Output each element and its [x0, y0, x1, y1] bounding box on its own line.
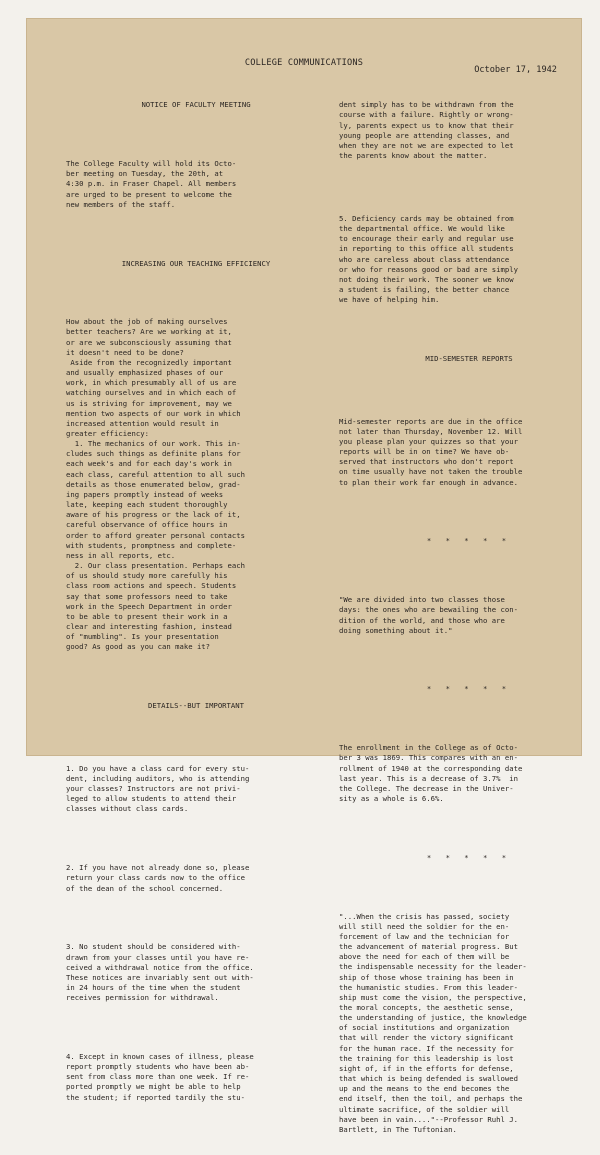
- separator-stars: * * * * *: [426, 536, 512, 546]
- document-page: [26, 18, 582, 1134]
- quote-bartlett: "...When the crisis has passed, society will still need the soldier for the en- forcement of law and the technician for the advancement of material progress. But above the need for each of them will be the indispensable necessity for the leader- ship of those whose training has been in the humanistic studies. From this leader- ship must come the vision, the perspective, the moral concepts, the aesthetic sense, the understanding of justice, the knowledge of social institutions and organization that will render the victory significant for the human race. If the necessity for the training for this leadership is lost sight of, if in the efforts for defense, that which is being defended is swallowed up and the means to the end becomes the end itself, then the toil, and perhaps the ultimate sacrifice, of the soldier will have been in vain...."--Professor Ruhl J. Bartlett, in The Tuftonian.: [339, 911, 527, 1134]
- left-column: [66, 80, 326, 1123]
- masthead-title: COLLEGE COMMUNICATIONS: [244, 58, 364, 68]
- heading-details: DETAILS--BUT IMPORTANT: [147, 701, 245, 711]
- heading-mid-semester: MID-SEMESTER REPORTS: [425, 353, 513, 363]
- paragraph-detail-4: 4. Except in known cases of illness, please report promptly students who have been ab- sent from class more than one week. If re- ported promptly we might be able to help the student; if reported tardily the stu-: [66, 1051, 254, 1102]
- issue-date: October 17, 1942: [474, 65, 557, 75]
- paragraph-mid-semester: Mid-semester reports are due in the office not later than Thursday, November 12. Will you please plan your quizzes so that your reports will be in on time? We have ob- served that instructors who don't report on time usually have not taken the trouble to plan their work far enough in advance.: [339, 416, 523, 487]
- heading-teaching-efficiency: INCREASING OUR TEACHING EFFICIENCY: [121, 258, 271, 268]
- paragraph-detail-3: 3. No student should be considered with- drawn from your classes until you have re- ceived a withdrawal notice from the office. These notices are invariably sent out with- in 24 hours of the time when the student receives permission for withdrawal.: [66, 942, 254, 1003]
- paragraph-faculty-meeting: The College Faculty will hold its Octo- ber meeting on Tuesday, the 20th, at 4:30 p.m. in Fraser Chapel. All members are urged to be present to welcome the new members of the staff.: [66, 159, 237, 209]
- right-column: [339, 80, 599, 1155]
- separator-stars: * * * * *: [426, 852, 512, 862]
- quote-two-classes: "We are divided into two classes those days: the ones who are bewailing the con- dition of the world, and those who are doing something about it.": [339, 595, 518, 635]
- paragraph-teaching-efficiency: How about the job of making ourselves better teachers? Are we working at it, or are we subconsciously assuming that it doesn't need to be done? Aside from the recognizedly important and usually emphasized phases of our work, in which presumably all of us are watching ourselves and in which each of us is striving for improvement, may we mention two aspects of our work in which increased attention would result in greater efficiency: 1. The mechanics of our work. This in- cludes such things as definite plans for each week's and for each day's work in each class, careful attention to all such details as those enumerated below, grad- ing papers promptly instead of weeks late, keeping each student thoroughly aware of his progress or the lack of it, careful observance of office hours in order to afford greater personal contacts with students, promptness and complete- ness in all reports, etc. 2. Our class presentation. Perhaps each of us should study more carefully his class room actions and speech. Students say that some professors need to take work in the Speech Department in order to be able to present their work in a clear and interesting fashion, instead of "mumbling". Is your presentation good? As good as you can make it?: [66, 317, 245, 652]
- heading-faculty-meeting: NOTICE OF FACULTY MEETING: [141, 100, 251, 110]
- separator-stars: * * * * *: [426, 684, 512, 694]
- paragraph-detail-2: 2. If you have not already done so, please return your class cards now to the office of the dean of the school concerned.: [66, 863, 250, 893]
- paragraph-detail-4-continued: dent simply has to be withdrawn from the course with a failure. Rightly or wrong- ly, parents expect us to know that their young people are attending classes, and when they are not we are expected to let the parents know about the matter.: [339, 100, 514, 161]
- paragraph-detail-5: 5. Deficiency cards may be obtained from the departmental office. We would like to encourage their early and regular use in reporting to this office all students who are careless about class attendance or who for reasons good or bad are simply not doing their work. The sooner we know a student is failing, the better chance we have of helping him.: [339, 213, 518, 305]
- paragraph-enrollment: The enrollment in the College as of Octo- ber 3 was 1869. This compares with an en- rollment of 1940 at the corresponding date last year. This is a decrease of 3.7% in the College. The decrease in the Univer- sity as a whole is 6.6%.: [339, 743, 523, 803]
- paragraph-detail-1: 1. Do you have a class card for every stu- dent, including auditors, who is attending your classes? Instructors are not privi- leged to allow students to attend their classes without class cards.: [66, 763, 250, 814]
